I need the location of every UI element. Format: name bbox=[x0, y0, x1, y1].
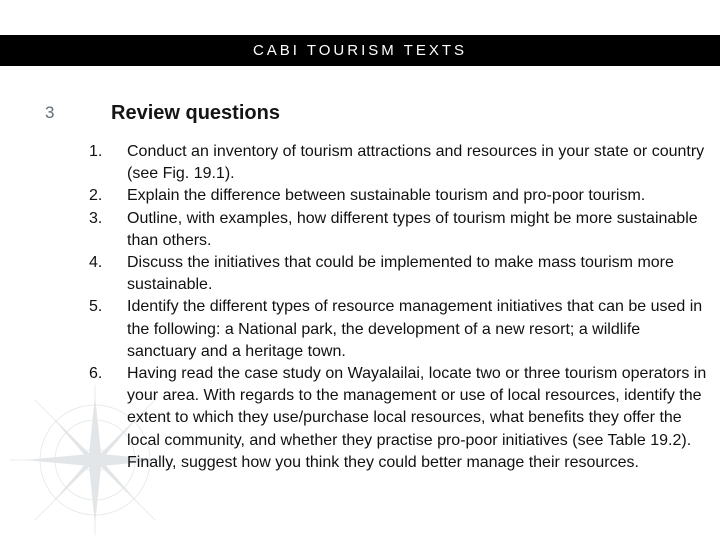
question-number: 3. bbox=[89, 209, 103, 227]
question-number: 4. bbox=[89, 254, 103, 272]
question-item bbox=[89, 363, 709, 474]
question-text: Discuss the initiatives that could be implemented to make mass tourism more sustainable. bbox=[127, 254, 674, 294]
header-band-text: CABI TOURISM TEXTS bbox=[252, 42, 468, 59]
question-text: Outline, with examples, how different types of tourism might be more sustainable than others. bbox=[127, 209, 698, 249]
question-text: Identify the different types of resource management initiatives that can be used in the following: a National park, the development of a new resort; a wildlife sanctuary and a heritage town. bbox=[127, 298, 703, 360]
question-number: 6. bbox=[89, 365, 103, 383]
question-item bbox=[89, 296, 709, 363]
question-number: 1. bbox=[89, 143, 103, 160]
question-number: 2. bbox=[89, 187, 103, 205]
question-item bbox=[89, 252, 709, 296]
question-item bbox=[89, 141, 709, 185]
compass-rose-icon bbox=[0, 380, 175, 540]
question-item bbox=[89, 208, 709, 252]
header-band bbox=[0, 35, 720, 66]
question-text: Explain the difference between sustainable tourism and pro-poor tourism. bbox=[127, 187, 646, 205]
review-questions-list bbox=[89, 141, 709, 474]
question-number: 5. bbox=[89, 298, 103, 316]
question-item bbox=[89, 185, 709, 207]
slide-number: 3 bbox=[45, 103, 55, 122]
question-text: Conduct an inventory of tourism attractions and resources in your state or country (see Fig. 19.1). bbox=[127, 143, 705, 183]
slide-title: Review questions bbox=[111, 102, 280, 124]
question-text: Having read the case study on Wayalailai, locate two or three tourism operators in your area. With regards to the management or use of local resources, identify the extent to which they use/purchase local resources, what benefits they offer the local community, and whether they practise pro-poor initiatives (see Table 19.2). Finally, suggest how you think they could better manage their resources. bbox=[127, 365, 707, 471]
